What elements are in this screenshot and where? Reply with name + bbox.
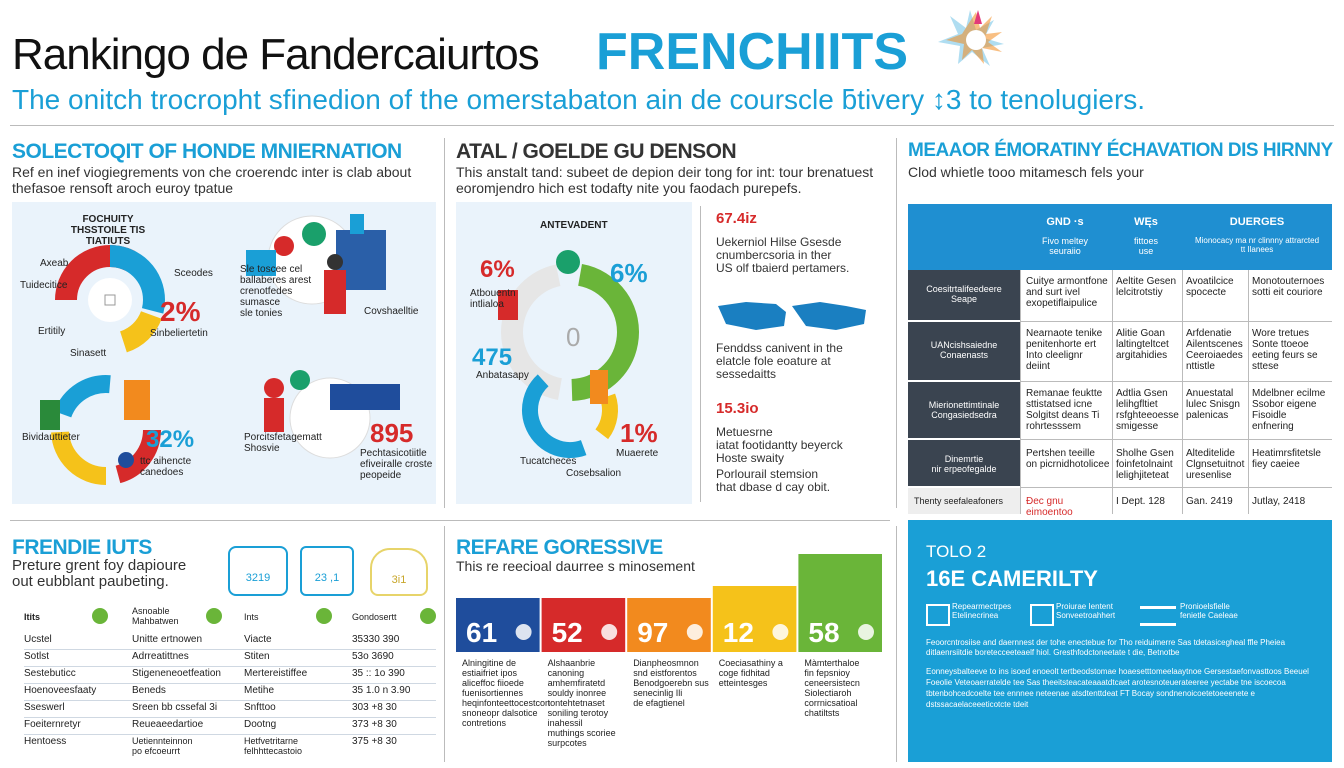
- bar-caption-4: Coeciasathiny a coge fidhitad etteintesges: [718, 658, 783, 688]
- envelope-icon-label: 23 ,1: [314, 572, 340, 584]
- progress-bar-chart: [456, 552, 884, 652]
- s2-right-text-3: Metuesrne iatat footidantty beyerck Hoste swaity: [716, 425, 843, 465]
- divider-v3: [444, 526, 445, 762]
- s2-label-e: Muaerete: [616, 448, 659, 459]
- box-icon-1: [228, 546, 288, 596]
- page-title: Rankingo de Fandercaiurtos: [12, 30, 539, 79]
- section2-desc: This anstalt tand: subeet de depion deir tong for int: tour brenatuest eoromjendro hich est todafty nite you faodach purepefs.: [456, 164, 874, 196]
- s1-stat-1: 2%: [160, 296, 201, 327]
- s2-label-b: Anbatasapy: [476, 370, 529, 381]
- s2-right-value-2: 15.3io: [716, 400, 759, 417]
- ft-r1-c2: Unitte ertnowen: [132, 634, 203, 645]
- row-4-cell-1: Pertshen teeille on picrnidhotolicee: [1026, 448, 1110, 470]
- ft-r6-c4: 373 +8 30: [352, 719, 397, 730]
- ft-r4-c2: Beneds: [132, 685, 166, 696]
- bar-caption-5: Màmterthaloe fin fepsnioy ceneersistecn Siolectiaroh corrnicsatioal chatiltsts: [804, 658, 860, 718]
- s1-label-f: Sinbeliertetin: [150, 328, 208, 339]
- section1-desc: Ref en inef viogiegrements von che croerendc inter is clab about thefasoe rensoft aroch euroy tpatue: [12, 164, 412, 196]
- divider-v1: [444, 138, 445, 508]
- highlight-panel: [908, 520, 1332, 762]
- comparison-table: [908, 204, 1332, 518]
- ft-r6-c2: Reueaeedartioe: [132, 719, 204, 730]
- s2-right-text-4: Porlourail stemsion that dbase d cay obit.: [716, 467, 831, 494]
- bar-icon-5: [858, 624, 874, 640]
- col-sub-1: Fivo meltey seuraiio: [1041, 236, 1088, 256]
- ft-r7-c4: 375 +8 30: [352, 736, 397, 747]
- row-2-cell-4: Wore tretues Sonte ttoeoe eeting feurs se sttese: [1252, 328, 1318, 372]
- item-icon-2: [1030, 604, 1054, 626]
- ft-header-1-badge: [92, 608, 108, 624]
- col-header-3: DUERGES: [1229, 216, 1285, 228]
- row-3-cell-2: Adtlia Gsen lelihgfltiet rsfghteeoesse smigesse: [1116, 388, 1179, 432]
- star-logo-icon: [932, 6, 1008, 68]
- s1-label-d: Sinasett: [70, 348, 107, 359]
- row-2-cell-2: Alitie Goan laltingteltcet argitahidies: [1116, 328, 1169, 361]
- bar-icon-1: [516, 624, 532, 640]
- ft-r2-c4: 53o 3690: [352, 651, 394, 662]
- ft-r2-c3: Stiten: [244, 651, 270, 662]
- ft-header-3-badge: [316, 608, 332, 624]
- bar-icon-2: [601, 624, 617, 640]
- ft-header-2: Asnoable Mahbatwen: [132, 606, 179, 626]
- s2-label-c: Tucatcheces: [520, 456, 577, 467]
- bar-value-2: 52: [551, 617, 583, 648]
- row-4-label: Dinemrtie nir erpeofegalde: [931, 454, 997, 474]
- row-2-cell-1: Nearnaote tenike penitenhorte ert Into cleelignr deiint: [1026, 328, 1103, 372]
- panel-tag: TOLO 2: [926, 542, 987, 561]
- s2-center-value: 0: [566, 322, 581, 352]
- ft-header-3: Ints: [244, 612, 259, 622]
- row-1-cell-2: Aeltite Gesen lelcitrotstiy: [1116, 276, 1177, 298]
- page-title-accent: FRENCHIITS: [596, 23, 908, 81]
- col-sub-2: fittoes use: [1133, 236, 1158, 256]
- s1-label-l: Pechtasicotiitle efiveiralle croste peopeide: [360, 448, 433, 481]
- ft-header-1: Itits: [24, 612, 41, 622]
- row-4-cell-4: Heatimrsfitetsle fiey caeiee: [1252, 448, 1321, 470]
- row-1-cell-3: Avoatilcice spocecte: [1186, 276, 1234, 298]
- section3-desc: Clod whietle tooo mitamesch fels your: [908, 164, 1144, 180]
- ft-r5-c4: 303 +8 30: [352, 702, 397, 713]
- bar-value-3: 97: [637, 617, 669, 648]
- page-subtitle: The onitch trocropht sfinedion of the omerstabaton ain de courscle ƃtivery ↕3 to tenolugiers.: [12, 84, 1146, 115]
- bar-value-5: 58: [808, 617, 840, 648]
- ft-r7-c3: Hetfvetritarne felhhttecastoio: [244, 736, 303, 756]
- s1-stat-2: 32%: [146, 426, 195, 453]
- ft-r1-c3: Viacte: [244, 634, 272, 645]
- s1-label-c: Ertitily: [38, 326, 66, 337]
- ft-header-4-badge: [420, 608, 436, 624]
- s1-label-e: Sceodes: [174, 268, 213, 279]
- row-3-cell-1: Remanae feuktte sttistatsed icne Solgitst deans Ti rohrtesssem: [1026, 388, 1103, 432]
- ft-header-4: Gondosertt: [352, 612, 397, 622]
- bowl-icon: [370, 548, 428, 596]
- section4-desc: Preture grent foy dapioure out eubblant paubeting.: [12, 557, 187, 590]
- s1-label-i: Bividauttieter: [22, 432, 80, 443]
- row-5-cell-4: Jutlay, 2418: [1252, 496, 1306, 507]
- row-4-cell-2: Sholhe Gsen foinfetolnaint lelighjiteteat: [1116, 448, 1174, 481]
- s1-label-a: Axeab: [40, 258, 69, 269]
- row-2-label: UANcishsaiedne Conaenasts: [930, 340, 998, 360]
- s1-label-h: Covshaelltie: [364, 306, 419, 317]
- bar-value-4: 12: [722, 617, 754, 648]
- section5-title: REFARE GORESSIVE: [456, 536, 663, 559]
- ft-r3-c1: Sestebuticc: [24, 668, 76, 679]
- divider-v4: [896, 526, 897, 762]
- envelope-icon: [300, 546, 354, 596]
- ft-r6-c1: Foeiternretyr: [24, 719, 81, 730]
- s1-label-g: Sle toscee cel ballaberes arest crenotfedes sumasce sle tonies: [240, 264, 312, 319]
- col-sub-3: Mionocacy ma nr clinnny attrarcted tt Ilanees: [1194, 236, 1320, 254]
- bar-captions: [456, 658, 884, 762]
- bar-caption-3: Dianpheosmnon snd eistforentos Benodgoerebn sus senecinlig Ili de efagtienel: [633, 658, 709, 708]
- bar-icon-3: [687, 624, 703, 640]
- mid-divider: [10, 520, 890, 521]
- section1-title: SOLECTOQIT OF HONDE MNIERNATION: [12, 140, 402, 163]
- item-label-3: Pronioelsfielle fenietle Caeleae: [1180, 602, 1238, 620]
- ft-r7-c2: Uetiennteinnon po efcoeurrt: [132, 736, 193, 756]
- s2-right-value-1: 67.4iz: [716, 210, 757, 227]
- s2-label-a: Atbouentn intlialoa: [470, 288, 516, 310]
- ft-r4-c4: 35 1.0 n 3.90: [352, 685, 411, 696]
- s2-stat-2: 6%: [610, 258, 648, 288]
- panel-paragraph-1: Feoorcntrosiise and daernnest der tohe enectebue for Tho reiduimerre Sas tdetasicegheal ffle Pheiea ditlaenrsiitdie boretecceeteaelf hiol. Gresthfodctoneetate t die, Betnotbe: [926, 638, 1286, 657]
- row-5-label: Thenty seefaleafoners: [914, 496, 1004, 506]
- bar-caption-1: Alningitine de estiaifriet ipos aliceffoc fiioede fuenisortiennes heqinfonteettocestcon snoneopr dalsotice contretions: [462, 658, 551, 728]
- bar-icon-4: [772, 624, 788, 640]
- section3-title: MEAAOR ÉMORATINY ÉCHAVATION DIS HIRNNY: [908, 140, 1333, 161]
- panel-title: 16E CAMERILTY: [926, 566, 1098, 591]
- s2-label-d: Cosebsalion: [566, 468, 622, 479]
- item-label-2: Proiurae Ientent Sonveetroahhert: [1056, 602, 1116, 620]
- row-3-cell-4: Mdelbner ecilme Ssobor eigene Fisoidle enfnering: [1252, 388, 1326, 432]
- ft-r7-c1: Hentoess: [24, 736, 67, 747]
- ft-r3-c3: Mertereistiffee: [244, 668, 308, 679]
- section1-panel-heading: FOCHUITY THSSTOILE TIS TIATIUTS: [70, 214, 146, 247]
- s2-stat-4: 1%: [620, 418, 658, 448]
- row-3-cell-3: Anuestatal lulec Snisgn palenicas: [1186, 388, 1240, 421]
- row-1-label: Coesitrtalifeedeere Seape: [926, 284, 1002, 304]
- bar-value-1: 61: [466, 617, 498, 648]
- ft-header-2-badge: [206, 608, 222, 624]
- ft-r4-c1: Hoenoveesfaaty: [24, 685, 97, 696]
- section5-desc: This re reecioal daurree s minosement: [456, 558, 695, 574]
- bar-caption-2: Alshaanbrie canoning amhemfiratetd souldy inonree tontehtetnaset soniling terotoy inahessil muthings scoriee surpcotes: [547, 658, 616, 748]
- box-icon-1-label: 3219: [245, 572, 271, 584]
- divider-v2: [896, 138, 897, 508]
- ft-r2-c2: Adrreatittnes: [132, 651, 189, 662]
- s1-label-b: Tuidecitice: [20, 280, 68, 291]
- row-5-cell-1: Ðec gnu eimoentoo: [1026, 496, 1073, 518]
- section4-title: FRENDIE IUTS: [12, 536, 152, 559]
- row-4-cell-3: Alteditelide Clgnsetuitnot uresenlise: [1186, 448, 1245, 481]
- row-1-cell-4: Monotouternoes sotti eit couriore: [1252, 276, 1325, 298]
- ft-r3-c4: 35 :: 1o 390: [352, 668, 405, 679]
- s2-right-text-2: Fenddss canivent in the elatcle fole eoature at sessedaitts: [716, 341, 843, 381]
- s1-stat-3: 895: [370, 418, 414, 448]
- panel-paragraph-2: Eonneysbalteeve to ins isoed enoeolt tertbeodstomae hoaesetttomeelaaytnoe Gersestaefonvasttoos Beeuel Foeolie Veteoaerratelde tee Sas theeitsteacateaaatdtcaet arotesnoteuerateeree yectabe tne iscoecoa tbtenbohcedcoelte tee ennnee neteenae atsdtenttdeat FT Bocay sondnenoicoetetoeeenete e dstssacaelaceeeticotcte tdeit: [926, 667, 1309, 709]
- s2-stat-3: 475: [472, 344, 513, 371]
- ft-r1-c1: Ucstel: [24, 634, 52, 645]
- row-2-cell-3: Arfdenatie Ailentscenes Ceeroiaedes nttistle: [1186, 328, 1243, 372]
- ft-r4-c3: Metihe: [244, 685, 275, 696]
- ft-r1-c4: 35330 390: [352, 634, 400, 645]
- ft-r2-c1: Sotlst: [24, 651, 50, 662]
- s2-stat-1: 6%: [480, 256, 515, 283]
- divider-v-inner: [700, 206, 701, 502]
- s1-label-k: Porcitsfetagematt Shosvie: [244, 432, 322, 454]
- s2-right-text-1: Uekerniol Hilse Gsesde cnumbercsoria in ther US olf tbaierd pertamers.: [716, 235, 850, 275]
- row-1-cell-1: Cuitye armontfone and surt ivel exopetiflaipulice: [1026, 276, 1108, 309]
- row-5-cell-3: Gan. 2419: [1186, 496, 1233, 507]
- item-label-1: Repearmectrpes Etelinecrinea: [952, 602, 1012, 620]
- usa-map-icon: [716, 298, 876, 334]
- row-3-label: Mierionettimtinale Congasiedsedra: [928, 400, 1000, 420]
- s2-chart-heading: ANTEVADENT: [540, 220, 608, 231]
- bowl-icon-label: 3i1: [391, 574, 407, 586]
- col-header-2: WĘs: [1134, 216, 1158, 228]
- col-header-1: GND ·s: [1046, 216, 1084, 228]
- ft-r3-c2: Stigeneneoetfeation: [132, 668, 221, 679]
- item-icon-1: [926, 604, 950, 626]
- item-icon-3: [1140, 606, 1176, 626]
- ft-r5-c1: Sseswerl: [24, 702, 65, 713]
- header-divider: [10, 125, 1334, 126]
- ft-r6-c3: Dootng: [244, 719, 277, 730]
- ft-r5-c3: Snfttoo: [244, 702, 276, 713]
- section2-title: ATAL / GOELDE GU DENSON: [456, 140, 737, 163]
- ft-r5-c2: Sreen bb cssefal 3i: [132, 702, 218, 713]
- row-5-cell-2: I Dept. 128: [1116, 496, 1165, 507]
- s1-label-j: ttc aihencte canedoes: [140, 456, 192, 478]
